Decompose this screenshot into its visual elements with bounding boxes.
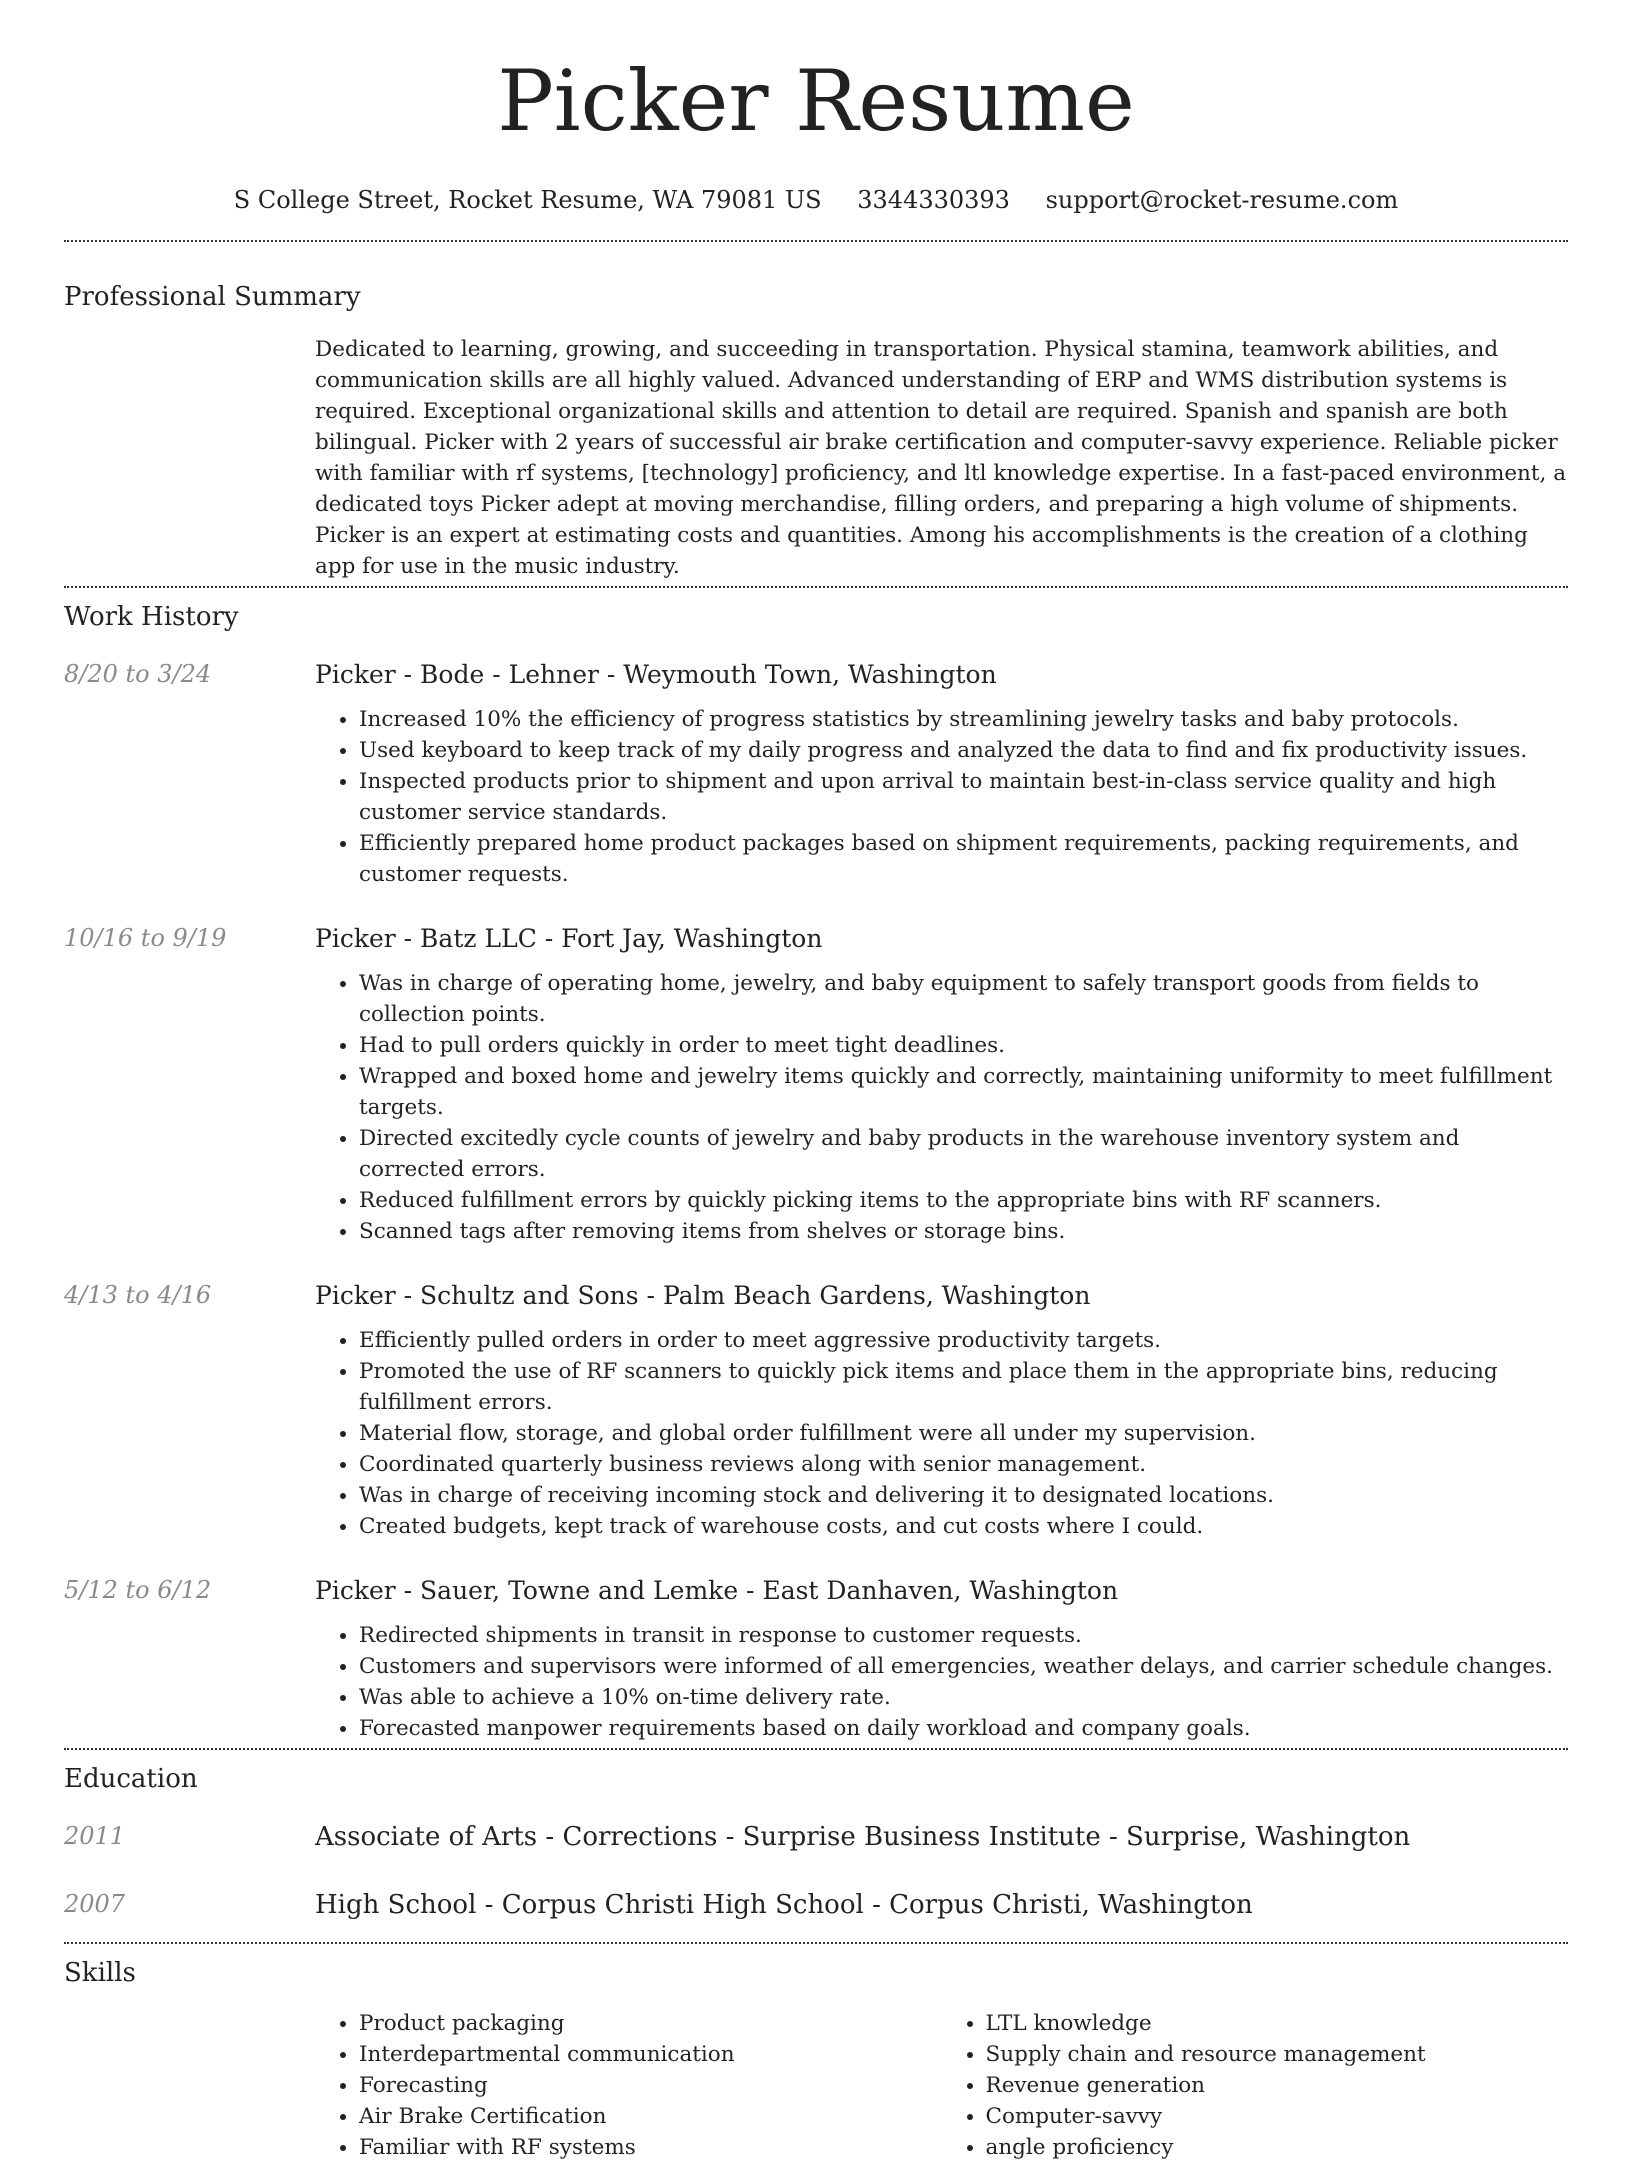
job-bullets — [315, 1620, 1568, 1744]
job-title: Picker - Schultz and Sons - Palm Beach Gardens, Washington — [315, 1281, 1091, 1310]
job-entry — [64, 1279, 1568, 1542]
education-year: 2011 — [64, 1822, 126, 1850]
skill-item: • Product packaging — [359, 2008, 942, 2039]
skill-item: • Supply chain and resource management — [986, 2039, 1569, 2070]
contact-phone: 3344330393 — [857, 186, 1010, 214]
list-item: • Forecasted manpower requirements based on daily workload and company goals. — [359, 1713, 1568, 1744]
skills-list-right — [942, 2008, 1569, 2163]
summary-text: Dedicated to learning, growing, and succeeding in transportation. Physical stamina, teamwork abilities, and communication skills are all highly valued. Advanced understanding of ERP and WMS distribution systems is required. Exceptional organizational skills and attention to detail are required. Spanish and spanish are both bilingual. Picker with 2 years of successful air brake certification and computer-savvy experience. Reliable picker with familiar with rf systems, [technology] proficiency, and ltl knowledge expertise. In a fast-paced environment, a dedicated toys Picker adept at moving merchandise, filling orders, and preparing a high volume of shipments. Picker is an expert at estimating costs and quantities. Among his accomplishments is the creation of a clothing app for use in the music industry. — [315, 337, 1567, 579]
contact-line — [64, 184, 1568, 216]
job-dates: 10/16 to 9/19 — [64, 924, 227, 952]
skill-item: • Familiar with RF systems — [359, 2132, 942, 2163]
job-dates: 4/13 to 4/16 — [64, 1281, 212, 1309]
list-item: • Directed excitedly cycle counts of jewelry and baby products in the warehouse inventory system and corrected errors. — [359, 1123, 1568, 1185]
skills-columns — [315, 2008, 1568, 2163]
job-title: Picker - Sauer, Towne and Lemke - East Danhaven, Washington — [315, 1576, 1119, 1605]
skill-item: • Computer-savvy — [986, 2101, 1569, 2132]
job-entry — [64, 922, 1568, 1247]
skill-item: • Forecasting — [359, 2070, 942, 2101]
resume-page — [64, 0, 1568, 2163]
list-item: • Inspected products prior to shipment and upon arrival to maintain best-in-class service quality and high customer service standards. — [359, 766, 1568, 828]
summary-row — [64, 334, 1568, 582]
list-item: • Material flow, storage, and global order fulfillment were all under my supervision. — [359, 1418, 1568, 1449]
skill-item: • Revenue generation — [986, 2070, 1569, 2101]
skill-item: • Interdepartmental communication — [359, 2039, 942, 2070]
section-divider — [64, 1748, 1568, 1750]
list-item: • Efficiently prepared home product packages based on shipment requirements, packing requirements, and customer requests. — [359, 828, 1568, 890]
list-item: • Was in charge of receiving incoming stock and delivering it to designated locations. — [359, 1480, 1568, 1511]
list-item: • Redirected shipments in transit in response to customer requests. — [359, 1620, 1568, 1651]
job-title: Picker - Bode - Lehner - Weymouth Town, Washington — [315, 660, 997, 689]
work-history-heading: Work History — [64, 602, 239, 632]
section-divider — [64, 586, 1568, 588]
list-item: • Created budgets, kept track of warehouse costs, and cut costs where I could. — [359, 1511, 1568, 1542]
list-item: • Customers and supervisors were informed of all emergencies, weather delays, and carrier schedule changes. — [359, 1651, 1568, 1682]
list-item: • Coordinated quarterly business reviews along with senior management. — [359, 1449, 1568, 1480]
job-bullets — [315, 1325, 1568, 1542]
list-item: • Used keyboard to keep track of my daily progress and analyzed the data to find and fix productivity issues. — [359, 735, 1568, 766]
education-year: 2007 — [64, 1890, 126, 1918]
job-bullets — [315, 704, 1568, 890]
resume-name: Picker Resume — [497, 52, 1135, 150]
contact-email: support@rocket-resume.com — [1045, 186, 1399, 214]
job-title: Picker - Batz LLC - Fort Jay, Washington — [315, 924, 823, 953]
job-bullets — [315, 968, 1568, 1247]
list-item: • Scanned tags after removing items from shelves or storage bins. — [359, 1216, 1568, 1247]
education-entry — [64, 1820, 1568, 1854]
education-heading: Education — [64, 1764, 198, 1794]
list-item: • Was able to achieve a 10% on-time delivery rate. — [359, 1682, 1568, 1713]
job-dates: 5/12 to 6/12 — [64, 1576, 212, 1604]
skills-row — [64, 2008, 1568, 2163]
list-item: • Had to pull orders quickly in order to meet tight deadlines. — [359, 1030, 1568, 1061]
list-item: • Reduced fulfillment errors by quickly picking items to the appropriate bins with RF scanners. — [359, 1185, 1568, 1216]
section-divider — [64, 240, 1568, 242]
list-item: • Efficiently pulled orders in order to meet aggressive productivity targets. — [359, 1325, 1568, 1356]
list-item: • Was in charge of operating home, jewelry, and baby equipment to safely transport goods from fields to collection points. — [359, 968, 1568, 1030]
summary-heading: Professional Summary — [64, 282, 361, 312]
list-item: • Wrapped and boxed home and jewelry items quickly and correctly, maintaining uniformity to meet fulfillment targets. — [359, 1061, 1568, 1123]
section-divider — [64, 1942, 1568, 1944]
skill-item: • angle proficiency — [986, 2132, 1569, 2163]
list-item: • Increased 10% the efficiency of progress statistics by streamlining jewelry tasks and baby protocols. — [359, 704, 1568, 735]
list-item: • Promoted the use of RF scanners to quickly pick items and place them in the appropriate bins, reducing fulfillment errors. — [359, 1356, 1568, 1418]
education-title: High School - Corpus Christi High School - Corpus Christi, Washington — [315, 1890, 1253, 1920]
job-dates: 8/20 to 3/24 — [64, 660, 212, 688]
job-entry — [64, 1574, 1568, 1744]
skill-item: • LTL knowledge — [986, 2008, 1569, 2039]
skill-item: • Air Brake Certification — [359, 2101, 942, 2132]
skills-list-left — [315, 2008, 942, 2163]
skills-heading: Skills — [64, 1958, 136, 1988]
contact-address: S College Street, Rocket Resume, WA 79081 US — [233, 186, 822, 214]
education-title: Associate of Arts - Corrections - Surprise Business Institute - Surprise, Washington — [315, 1822, 1411, 1852]
job-entry — [64, 658, 1568, 890]
education-entry — [64, 1888, 1568, 1922]
